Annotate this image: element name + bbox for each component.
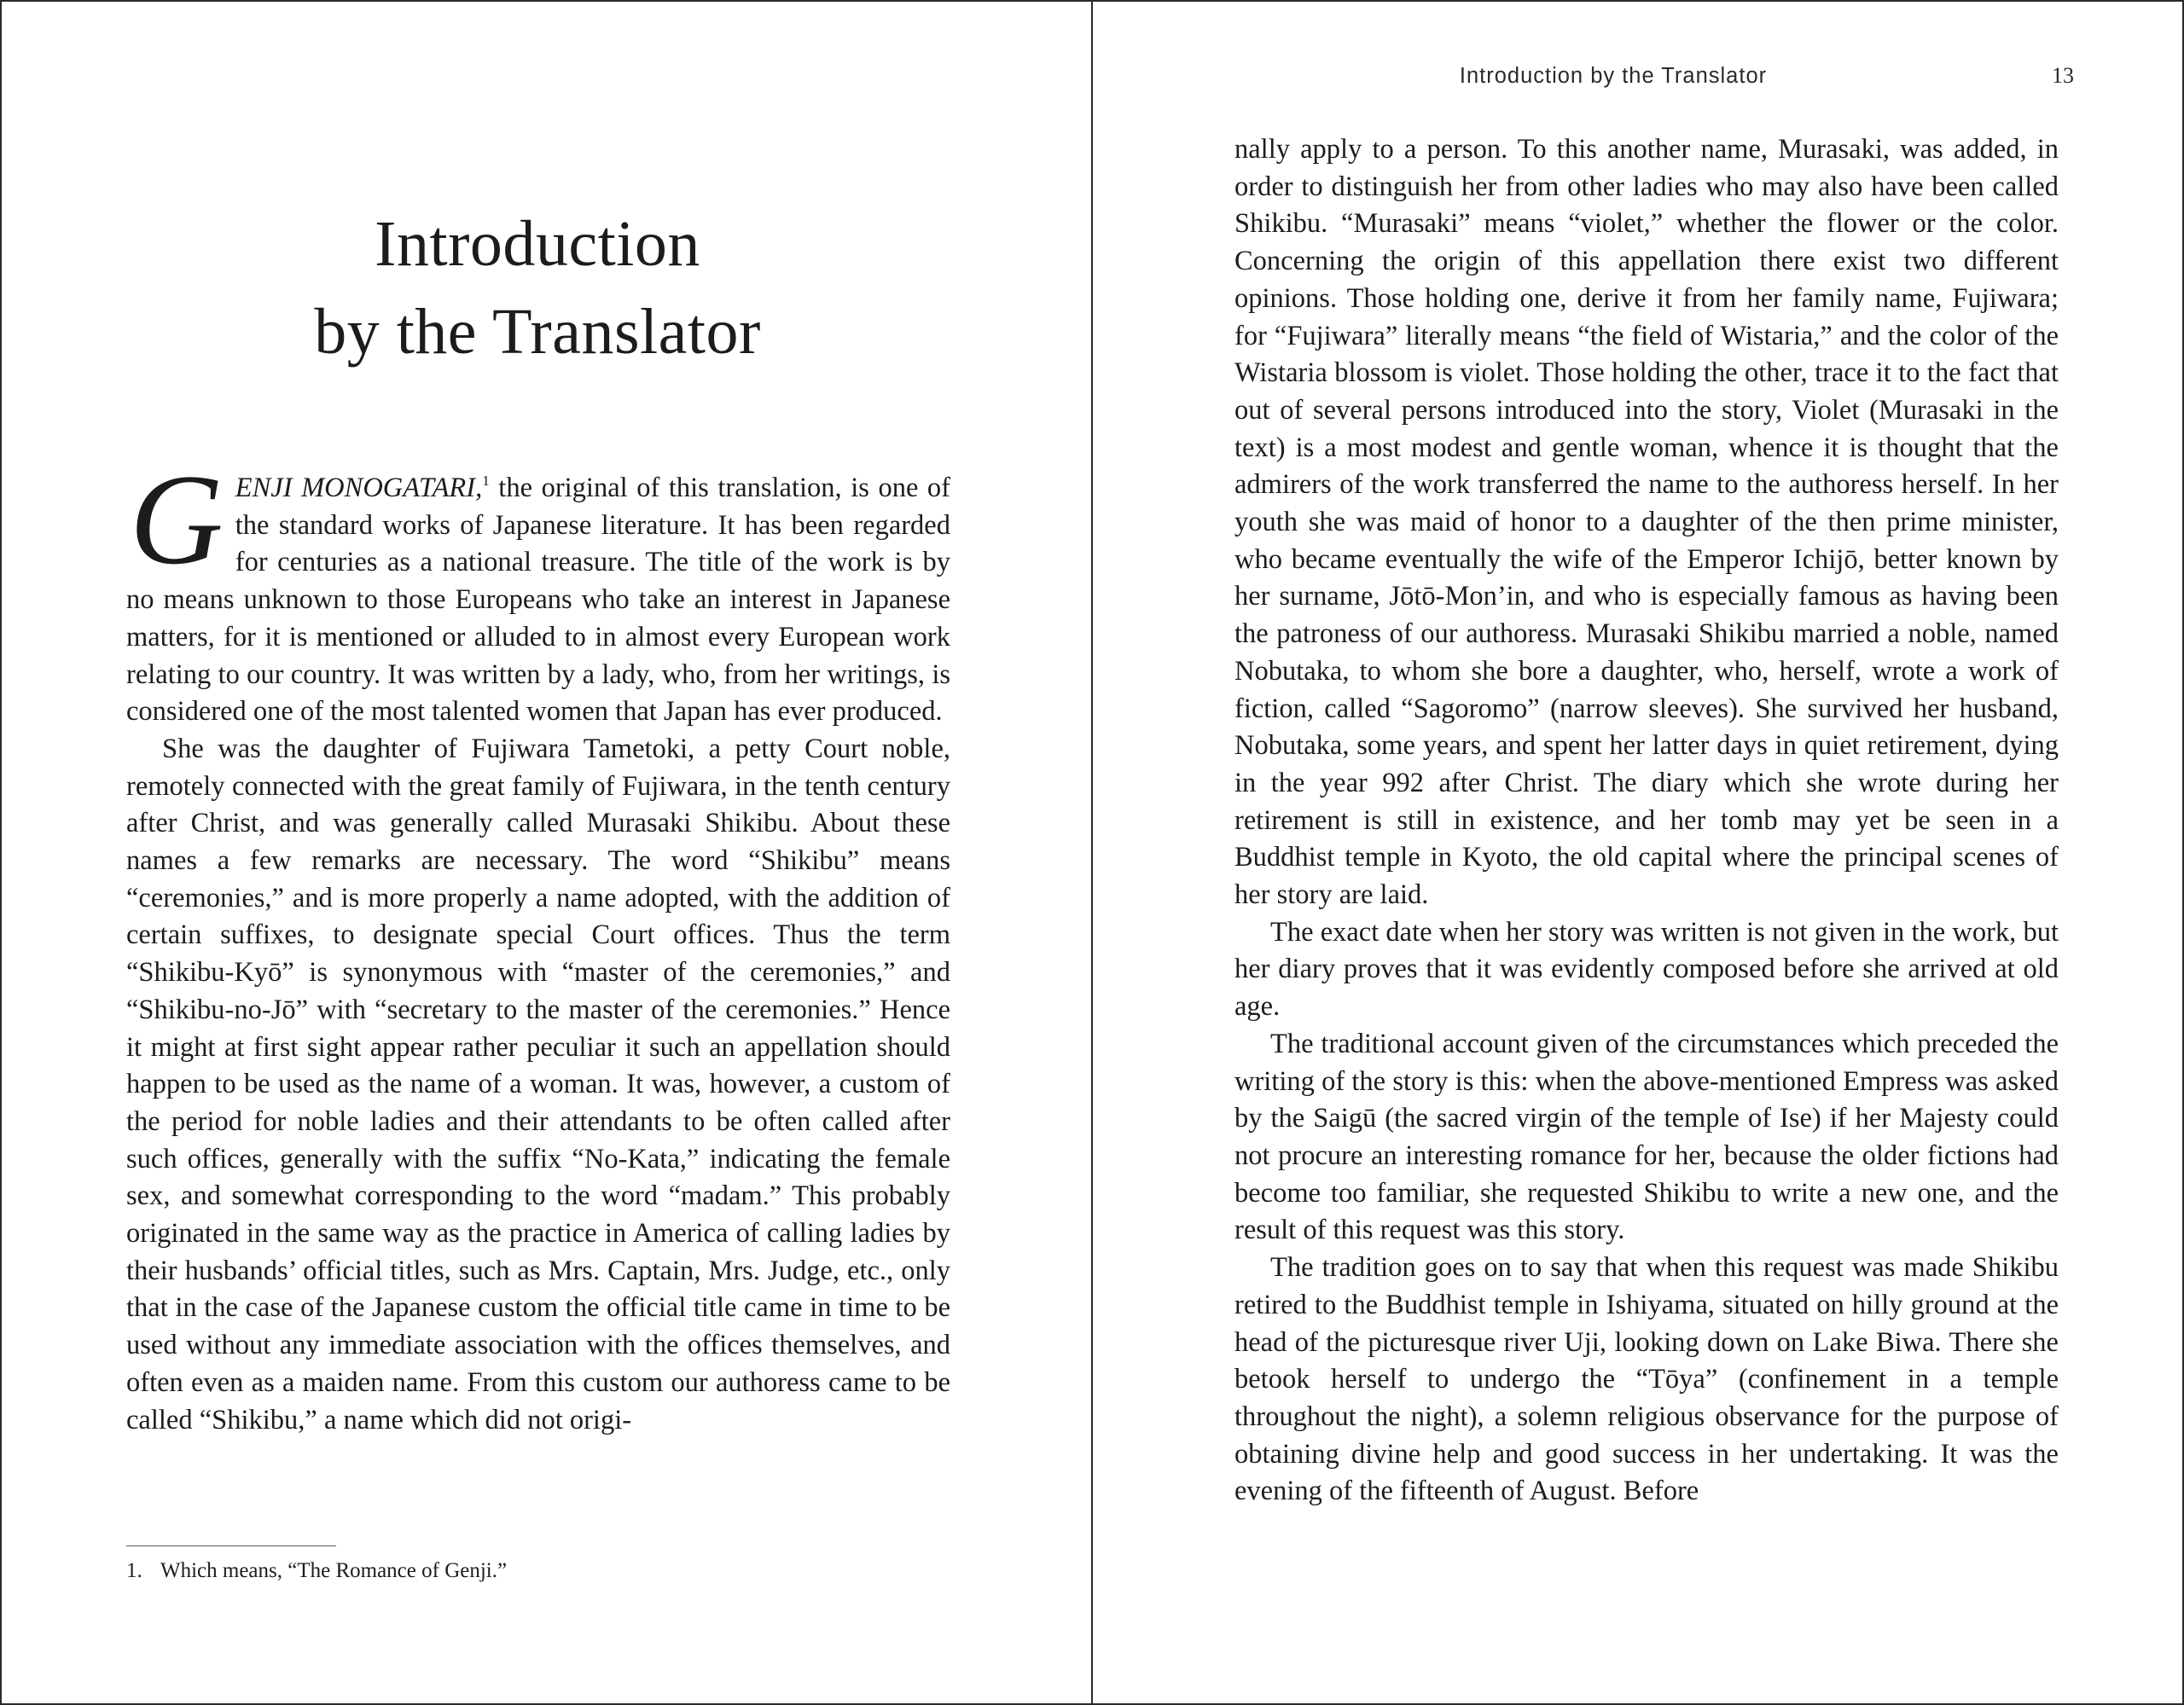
chapter-title-line-2: by the Translator: [314, 296, 761, 368]
paragraph-text: the original of this translation, is one of the standard works of Japanese literature. It has been regarded for centuries as a national treasure. The title of the work is by no means unknown to those Europeans who take an interest in Japanese matters, for it is mentioned or alluded to in almost every European work relating to our country. It was written by a lady, who, from her writings, is considered one of the most talented women that Japan has ever produced.: [126, 473, 951, 728]
footnote-number: 1.: [126, 1559, 142, 1582]
drop-cap: G: [130, 448, 224, 591]
paragraph: The exact date when her story was written is not given in the work, but her diary proves that it was evidently composed before she arrived at old age.: [1234, 916, 2059, 1023]
page-number: 13: [2052, 63, 2074, 88]
book-title-italic: ENJI MONOGATARI,: [235, 473, 483, 503]
paragraph: nally apply to a person. To this another name, Murasaki, was added, in order to distinguish her from other ladies who may also have been called Shikibu. “Murasaki” means “violet,” whether the flower or the color. Concerning the origin of this appellation there exist two different opinions. Those holding one, derive it from her family name, Fujiwara; for “Fujiwara” literally means “the field of Wistaria,” and the color of the Wistaria blossom is violet. Those holding the other, trace it to the fact that out of several persons introduced into the story, Violet (Murasaki in the text) is a most modest and gentle woman, whence it is thought that the admirers of the work transferred the name to the authoress herself. In her youth she was maid of honor to a daughter of the then prime minister, who became eventually the wife of the Emperor Ichijō, better known by her surname, Jōtō-Mon’in, and who is especially famous as having been the patroness of our authoress. Murasaki Shikibu married a noble, named Nobutaka, to whom she bore a daughter, who, herself, wrote a work of fiction, called “Sagoromo” (narrow sleeves). She survived her husband, Nobutaka, some years, and spent her latter days in quiet retirement, dying in the year 992 after Christ. The diary which she wrote during her retirement is still in existence, and her tomb may yet be seen in a Buddhist temple in Kyoto, the old capital where the principal scenes of her story are laid.: [1234, 134, 2059, 911]
running-head: Introduction by the Translator: [1459, 64, 1768, 88]
paragraph: The tradition goes on to say that when this request was made Shikibu retired to the Buddhist temple in Ishiyama, situated on hilly ground at the head of the picturesque river Uji, looking down on Lake Biwa. There she betook herself to undergo the “Tōya” (confinement in a temple throughout the night), a solemn religious observance for the purpose of obtaining divine help and good success in her undertaking. It was the evening of the fifteenth of August. Before: [1234, 1252, 2059, 1507]
footnote: [126, 1557, 950, 1585]
right-body-text: [1234, 131, 2059, 1511]
left-body-text: [126, 448, 951, 1439]
chapter-title-line-1: Introduction: [375, 208, 700, 280]
paragraph: The traditional account given of the circumstances which preceded the writing of the story is this: when the above-mentioned Empress was asked by the Saigū (the sacred virgin of the temple of Ise) if her Majesty could not procure an interesting romance for her, because the older fictions had become too familiar, she requested Shikibu to write a new one, and the result of this request was this story.: [1234, 1028, 2059, 1246]
footnote-reference[interactable]: 1: [482, 473, 490, 489]
left-page: [0, 0, 1091, 1705]
paragraph: [126, 448, 951, 731]
right-page: [1093, 0, 2184, 1705]
footnote-text: Which means, “The Romance of Genji.”: [160, 1559, 508, 1582]
paragraph: She was the daughter of Fujiwara Tametoki, a petty Court noble, remotely connected with the great family of Fujiwara, in the tenth century after Christ, and was generally called Murasaki Shikibu. About these names a few remarks are necessary. The word “Shikibu” means “ceremonies,” and is more properly a name adopted, with the addition of certain suffixes, to designate special Court offices. Thus the term “Shikibu-Kyō” is synonymous with “master of the ceremonies,” and “Shikibu-no-Jō” with “secretary to the master of the ceremonies.” Hence it might at first sight appear rather peculiar it such an appellation should happen to be used as the name of a woman. It was, however, a custom of the period for noble ladies and their attendants to be often called after such offices, generally with the suffix “No-Kata,” indicating the female sex, and somewhat corresponding to the word “madam.” This probably originated in the same way as the practice in America of calling ladies by their husbands’ official titles, such as Mrs. Captain, Mrs. Judge, etc., only that in the case of the Japanese custom the official title came in time to be used without any immediate association with the offices themselves, and often even as a maiden name. From this custom our authoress came to be called “Shikibu,” a name which did not origi-: [126, 733, 950, 1435]
chapter-title: [128, 200, 947, 376]
